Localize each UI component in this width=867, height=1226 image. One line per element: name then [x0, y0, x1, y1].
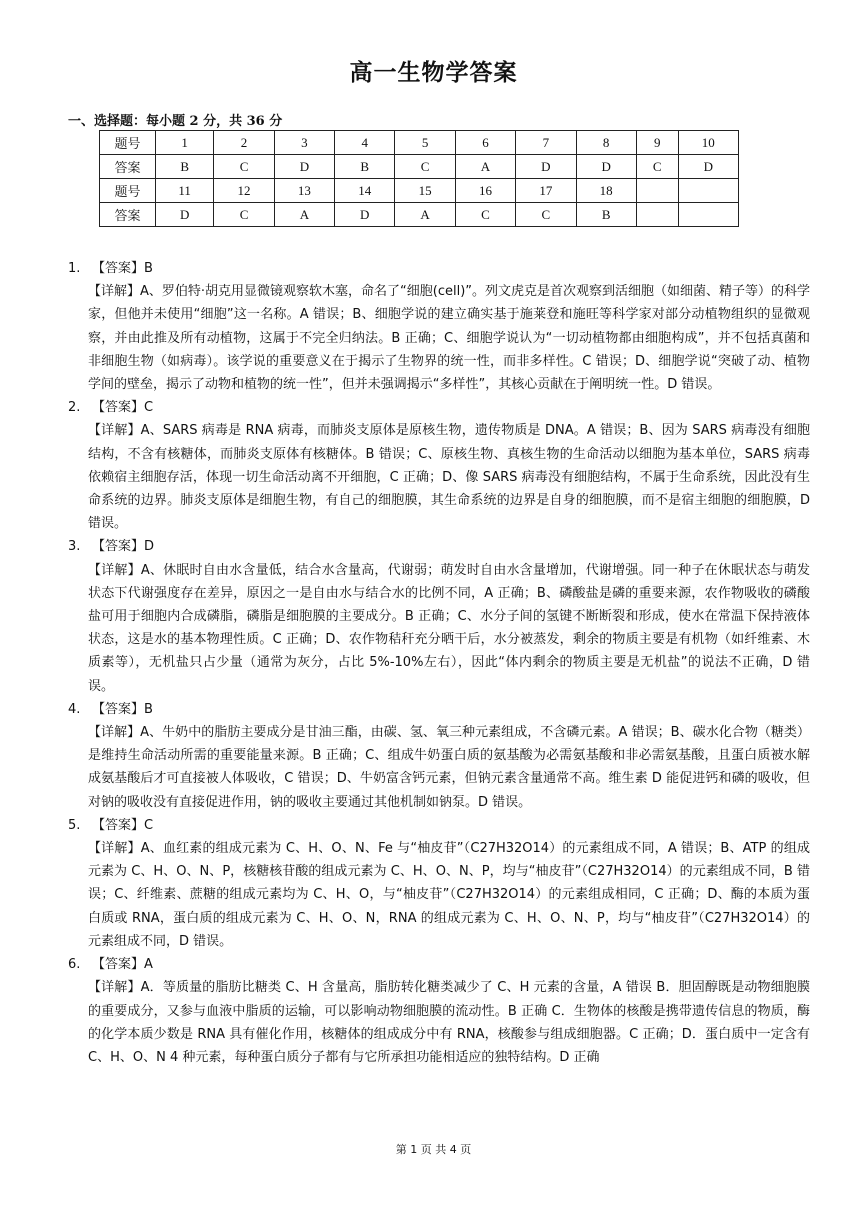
question-header — [68, 814, 810, 837]
section-heading: 一、选择题：每小题 2 分，共 36 分 — [68, 114, 283, 129]
question-answer: 【答案】C — [92, 400, 154, 416]
question-number-cell: 15 — [395, 179, 455, 203]
question-answer: 【答案】B — [92, 261, 153, 276]
question-number-cell: 3 — [274, 131, 334, 155]
answer-cell: B — [335, 155, 395, 179]
answer-cell: C — [214, 155, 274, 179]
question-detail: 【详解】A、血红素的组成元素为 C、H、O、N、Fe 与“柚皮苷”（C27H32O14）的元素组成不同，A 错误；B、ATP 的组成元素为 C、H、O、N、P，核糖核苷酸的组成元素为 C、H、O、N、P，均与“柚皮苷”（C27H32O14）的元素组成不同，B 错误；C、纤维素、蔗糖的组成元素均为 C、H、O，与“柚皮苷”（C27H32O14）的元素组成相同，C 正确；D、酶的本质为蛋白质或 RNA，蛋白质的组成元素为 C、H、O、N，RNA 的组成元素为 C、H、O、N、P，均与“柚皮苷”（C27H32O14）的元素组成不同，D 错误。 — [88, 841, 810, 949]
question-number-row — [100, 179, 739, 203]
question-header — [68, 535, 810, 558]
question-detail: 【详解】A、休眠时自由水含量低，结合水含量高，代谢弱；萌发时自由水含量增加，代谢增强。同一种子在休眠状态与萌发状态下代谢强度存在差异，原因之一是自由水与结合水的比例不同，A 正确；B、磷酸盐是磷的重要来源，农作物吸收的磷酸盐可用于细胞内合成磷脂，磷脂是细胞膜的主要成分。B 正确；C、水分子间的氢键不断断裂和形成，使水在常温下保持液体状态，这是水的基本物理性质。C 正确；D、农作物秸秆充分晒干后，水分被蒸发，剩余的物质主要是有机物（如纤维素、木质素等），无机盐只占少量（通常为灰分，占比 5%-10%左右），因此“体内剩余的物质主要是无机盐”的说法不正确，D 错误。 — [88, 562, 810, 694]
question-number-cell: 2 — [214, 131, 274, 155]
answer-cell: C — [214, 203, 274, 227]
answer-cell: C — [516, 203, 576, 227]
question-header — [68, 257, 810, 280]
answer-cell: A — [274, 203, 334, 227]
question-detail: 【详解】A、SARS 病毒是 RNA 病毒，而肺炎支原体是原核生物，遗传物质是 DNA。A 错误；B、因为 SARS 病毒没有细胞结构，不含有核糖体，而肺炎支原体有核糖体。B 错误；C、原核生物、真核生物的生命活动以细胞为基本单位，SARS 病毒依赖宿主细胞存活，体现一切生命活动离不开细胞，C 正确；D、像 SARS 病毒没有细胞结构，不属于生命系统，因此没有生命系统的边界。肺炎支原体是细胞生物，有自己的细胞膜，其生命系统的边界是自身的细胞膜，而不是宿主细胞的细胞膜，D 错误。 — [88, 423, 810, 532]
question-header — [68, 953, 810, 976]
answer-cell — [678, 203, 738, 227]
question-header — [68, 698, 810, 721]
question-number-cell: 13 — [274, 179, 334, 203]
question-number-cell: 17 — [516, 179, 576, 203]
question-number: 2. — [68, 400, 81, 416]
question-number-cell: 7 — [516, 131, 576, 155]
question-block — [68, 257, 810, 396]
answer-cell: C — [455, 203, 515, 227]
question-block — [68, 535, 810, 697]
question-number: 3. — [68, 539, 81, 555]
answer-explanations — [68, 257, 810, 1069]
question-number: 5. — [68, 817, 81, 833]
answer-cell — [636, 203, 678, 227]
question-detail: 【详解】A．等质量的脂肪比糖类 C、H 含量高，脂肪转化糖类减少了 C、H 元素的含量，A 错误 B．胆固醇既是动物细胞膜的重要成分，又参与血液中脂质的运输，可以影响动物细胞膜的流动性。B 正确 C．生物体的核酸是携带遗传信息的物质，酶的化学本质少数是 RNA 具有催化作用，核糖体的组成成分中有 RNA，核酸参与组成细胞器。C 正确；D．蛋白质中一定含有 C、H、O、N 4 种元素，每种蛋白质分子都有与它所承担功能相适应的独特结构。D 正确 — [88, 980, 810, 1065]
question-number-row — [100, 131, 739, 155]
answer-cell: D — [156, 203, 214, 227]
answer-cell: C — [395, 155, 455, 179]
answer-table — [99, 130, 739, 227]
answer-cell: C — [636, 155, 678, 179]
question-header — [68, 396, 810, 419]
question-number-cell — [678, 179, 738, 203]
answer-row — [100, 155, 739, 179]
question-block — [68, 953, 810, 1069]
answer-cell: A — [455, 155, 515, 179]
question-block — [68, 396, 810, 535]
question-answer: 【答案】C — [92, 817, 154, 833]
question-number-cell: 16 — [455, 179, 515, 203]
question-number-cell: 12 — [214, 179, 274, 203]
answer-cell: B — [156, 155, 214, 179]
answer-cell: D — [274, 155, 334, 179]
question-number-cell: 6 — [455, 131, 515, 155]
question-number-cell: 10 — [678, 131, 738, 155]
question-block — [68, 814, 810, 953]
question-detail: 【详解】A、罗伯特·胡克用显微镜观察软木塞，命名了“细胞(cell)”。列文虎克是首次观察到活细胞（如细菌、精子等）的科学家，但他并未使用“细胞”这一名称。A 错误；B、细胞学说的建立确实基于施莱登和施旺等科学家对部分动植物组织的显微观察，并由此推及所有动植物，这属于不完全归纳法。B 正确；C、细胞学说认为“一切动植物都由细胞构成”，并不包括真菌和非细胞生物（如病毒）。该学说的重要意义在于揭示了生物界的统一性，而非多样性。C 错误；D、细胞学说“突破了动、植物学间的壁垒，揭示了动物和植物的统一性”，但并未强调揭示“多样性”，其核心贡献在于阐明统一性。D 错误。 — [88, 284, 811, 393]
question-number: 4. — [68, 701, 81, 717]
row-label: 题号 — [100, 131, 156, 155]
question-detail: 【详解】A、牛奶中的脂肪主要成分是甘油三酯，由碳、氢、氧三种元素组成，不含磷元素。A 错误；B、碳水化合物（糖类）是维持生命活动所需的重要能量来源。B 正确；C、组成牛奶蛋白质的氨基酸为必需氨基酸和非必需氨基酸，且蛋白质被水解成氨基酸后才可直接被人体吸收，C 错误；D、牛奶富含钙元素，但钠元素含量通常不高。维生素 D 能促进钙和磷的吸收，但对钠的吸收没有直接促进作用，钠的吸收主要通过其他机制如钠泵。D 错误。 — [88, 725, 810, 810]
page-title: 高一生物学答案 — [349, 59, 518, 86]
question-number: 1. — [68, 261, 81, 276]
answer-cell: A — [395, 203, 455, 227]
question-answer: 【答案】D — [92, 539, 155, 555]
question-number: 6. — [68, 957, 81, 973]
question-answer: 【答案】A — [92, 957, 153, 973]
question-number-cell: 9 — [636, 131, 678, 155]
question-number-cell: 8 — [576, 131, 636, 155]
answer-cell: D — [678, 155, 738, 179]
question-block — [68, 698, 810, 814]
row-label: 答案 — [100, 203, 156, 227]
page-footer: 第 1 页 共 4 页 — [395, 1143, 472, 1156]
answer-cell: D — [335, 203, 395, 227]
question-number-cell: 11 — [156, 179, 214, 203]
question-number-cell: 18 — [576, 179, 636, 203]
question-number-cell: 4 — [335, 131, 395, 155]
row-label: 答案 — [100, 155, 156, 179]
question-answer: 【答案】B — [92, 701, 153, 717]
answer-row — [100, 203, 739, 227]
answer-cell: B — [576, 203, 636, 227]
question-number-cell: 5 — [395, 131, 455, 155]
answer-cell: D — [576, 155, 636, 179]
row-label: 题号 — [100, 179, 156, 203]
question-number-cell — [636, 179, 678, 203]
question-number-cell: 14 — [335, 179, 395, 203]
answer-cell: D — [516, 155, 576, 179]
question-number-cell: 1 — [156, 131, 214, 155]
